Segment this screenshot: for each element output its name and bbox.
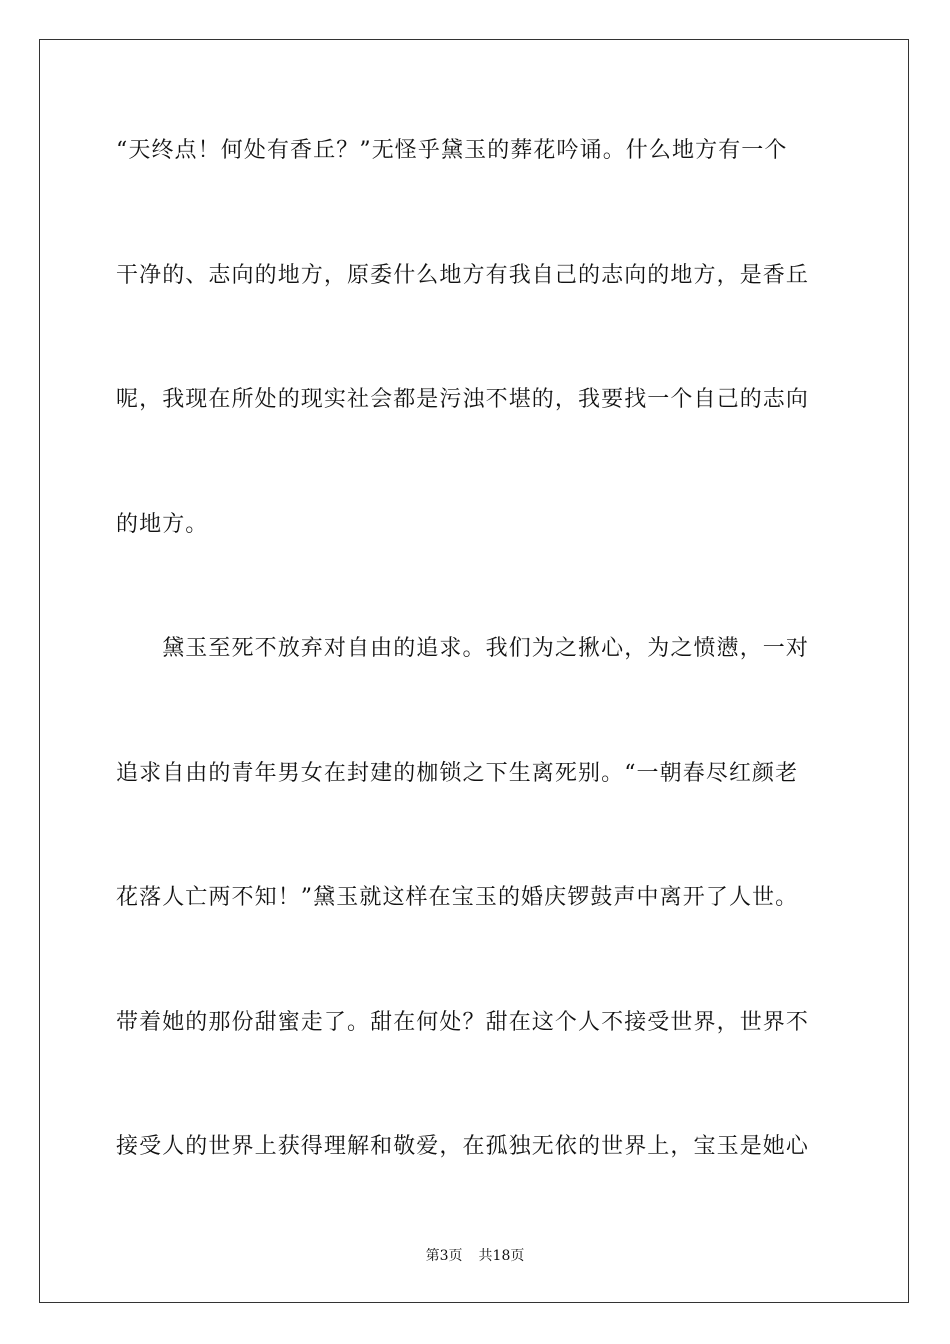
- page-number: 第3页: [425, 1248, 463, 1264]
- text-line-2: 干净的、志向的地方，原委什么地方有我自己的志向的地方，是香丘: [116, 263, 810, 288]
- text-line-3: 呢，我现在所处的现实社会都是污浊不堪的，我要找一个自己的志向: [116, 387, 810, 412]
- text-line-1: “天终点！何处有香丘？”无怪乎黛玉的葬花吟诵。什么地方有一个: [116, 138, 788, 163]
- page-border: [39, 39, 909, 1303]
- text-line-4: 的地方。: [116, 512, 209, 537]
- text-line-5: 黛玉至死不放弃对自由的追求。我们为之揪心，为之愤懑，一对: [116, 636, 810, 661]
- text-line-8: 带着她的那份甜蜜走了。甜在何处？甜在这个人不接受世界，世界不: [116, 1010, 810, 1035]
- text-line-6: 追求自由的青年男女在封建的枷锁之下生离死别。“一朝春尽红颜老: [116, 761, 799, 786]
- page-total: 共18页: [478, 1248, 525, 1264]
- page-footer: [0, 1246, 950, 1266]
- text-line-7: 花落人亡两不知！”黛玉就这样在宝玉的婚庆锣鼓声中离开了人世。: [116, 885, 799, 910]
- text-line-9: 接受人的世界上获得理解和敬爱，在孤独无依的世界上，宝玉是她心: [116, 1134, 810, 1159]
